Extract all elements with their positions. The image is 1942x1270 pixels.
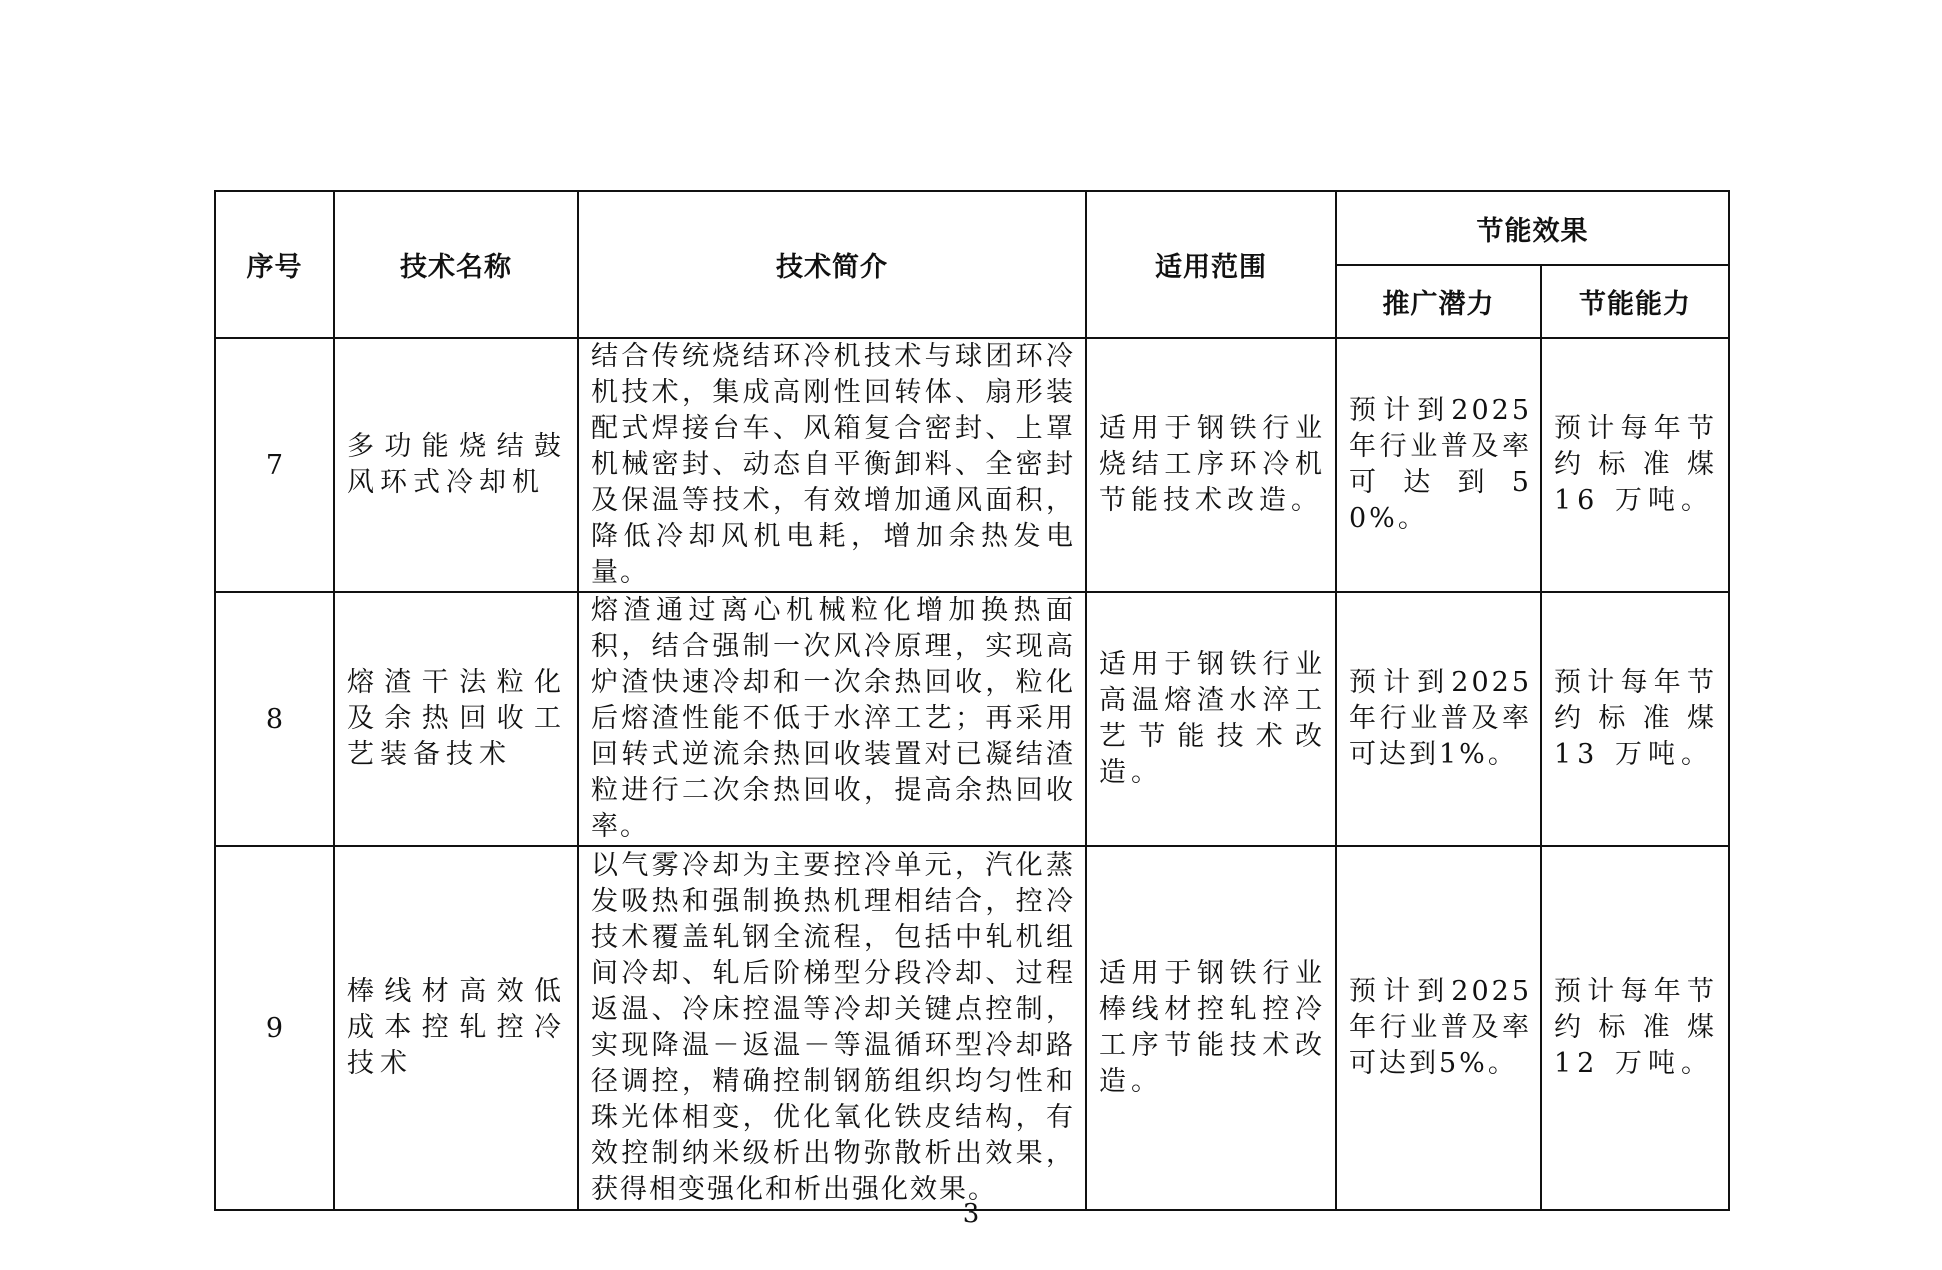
row-tech-name (334, 846, 578, 1210)
potential-text: 预计到2025年行业普及率可达到50%。 (1349, 395, 1532, 534)
scope-text: 适用于钢铁行业棒线材控轧控冷工序节能技术改造。 (1099, 958, 1327, 1097)
header-tech-description: 技术简介 (578, 191, 1086, 338)
row-scope (1086, 846, 1336, 1210)
table-row (215, 338, 1729, 592)
capacity-text: 预计每年节约标准煤 12 万吨。 (1554, 976, 1720, 1079)
row-potential (1336, 592, 1541, 846)
page-number: 3 (962, 1199, 980, 1229)
table-row (215, 846, 1729, 1210)
capacity-text: 预计每年节约标准煤 16 万吨。 (1554, 413, 1720, 516)
table-row (215, 592, 1729, 846)
row-seq: 9 (215, 846, 334, 1210)
tech-name-text: 多功能烧结鼓风环式冷却机 (347, 431, 567, 498)
row-seq: 7 (215, 338, 334, 592)
tech-description-text: 以气雾冷却为主要控冷单元，汽化蒸发吸热和强制换热机理相结合，控冷技术覆盖轧钢全流程，包括中轧机组间冷却、轧后阶梯型分段冷却、过程返温、冷床控温等冷却关键点控制，实现降温－返温－等温循环型冷却路径调控，精确控制钢筋组织均匀性和珠光体相变，优化氧化铁皮结构，有效控制纳米级析出物弥散析出效果，获得相变强化和析出强化效果。 (591, 850, 1075, 1205)
tech-description-text: 熔渣通过离心机械粒化增加换热面积，结合强制一次风冷原理，实现高炉渣快速冷却和一次余热回收，粒化后熔渣性能不低于水淬工艺；再采用回转式逆流余热回收装置对已凝结渣粒进行二次余热回收，提高余热回收率。 (591, 595, 1075, 842)
capacity-text: 预计每年节约标准煤 13 万吨。 (1554, 667, 1720, 770)
header-scope: 适用范围 (1086, 191, 1336, 338)
tech-name-text: 熔渣干法粒化及余热回收工艺装备技术 (347, 667, 567, 770)
row-tech-description (578, 846, 1086, 1210)
row-potential (1336, 846, 1541, 1210)
header-saving-capacity: 节能能力 (1541, 265, 1729, 338)
scope-text: 适用于钢铁行业高温熔渣水淬工艺节能技术改造。 (1099, 649, 1327, 788)
potential-text: 预计到2025年行业普及率可达到5%。 (1349, 976, 1532, 1079)
row-tech-description (578, 338, 1086, 592)
row-capacity (1541, 592, 1729, 846)
row-tech-name (334, 338, 578, 592)
potential-text: 预计到2025年行业普及率可达到1%。 (1349, 667, 1532, 770)
tech-name-text: 棒线材高效低成本控轧控冷技术 (347, 976, 567, 1079)
row-capacity (1541, 338, 1729, 592)
row-tech-description (578, 592, 1086, 846)
row-seq: 8 (215, 592, 334, 846)
tech-description-text: 结合传统烧结环冷机技术与球团环冷机技术，集成高刚性回转体、扇形装配式焊接台车、风箱复合密封、上罩机械密封、动态自平衡卸料、全密封及保温等技术，有效增加通风面积，降低冷却风机电耗，增加余热发电量。 (591, 341, 1075, 588)
row-scope (1086, 338, 1336, 592)
table-header-row (215, 191, 1729, 265)
row-potential (1336, 338, 1541, 592)
row-tech-name (334, 592, 578, 846)
header-promotion-potential: 推广潜力 (1336, 265, 1541, 338)
header-energy-effect: 节能效果 (1336, 191, 1729, 265)
header-tech-name: 技术名称 (334, 191, 578, 338)
row-capacity (1541, 846, 1729, 1210)
scope-text: 适用于钢铁行业烧结工序环冷机节能技术改造。 (1099, 413, 1327, 516)
header-seq: 序号 (215, 191, 334, 338)
row-scope (1086, 592, 1336, 846)
energy-saving-technology-table (214, 190, 1730, 1211)
